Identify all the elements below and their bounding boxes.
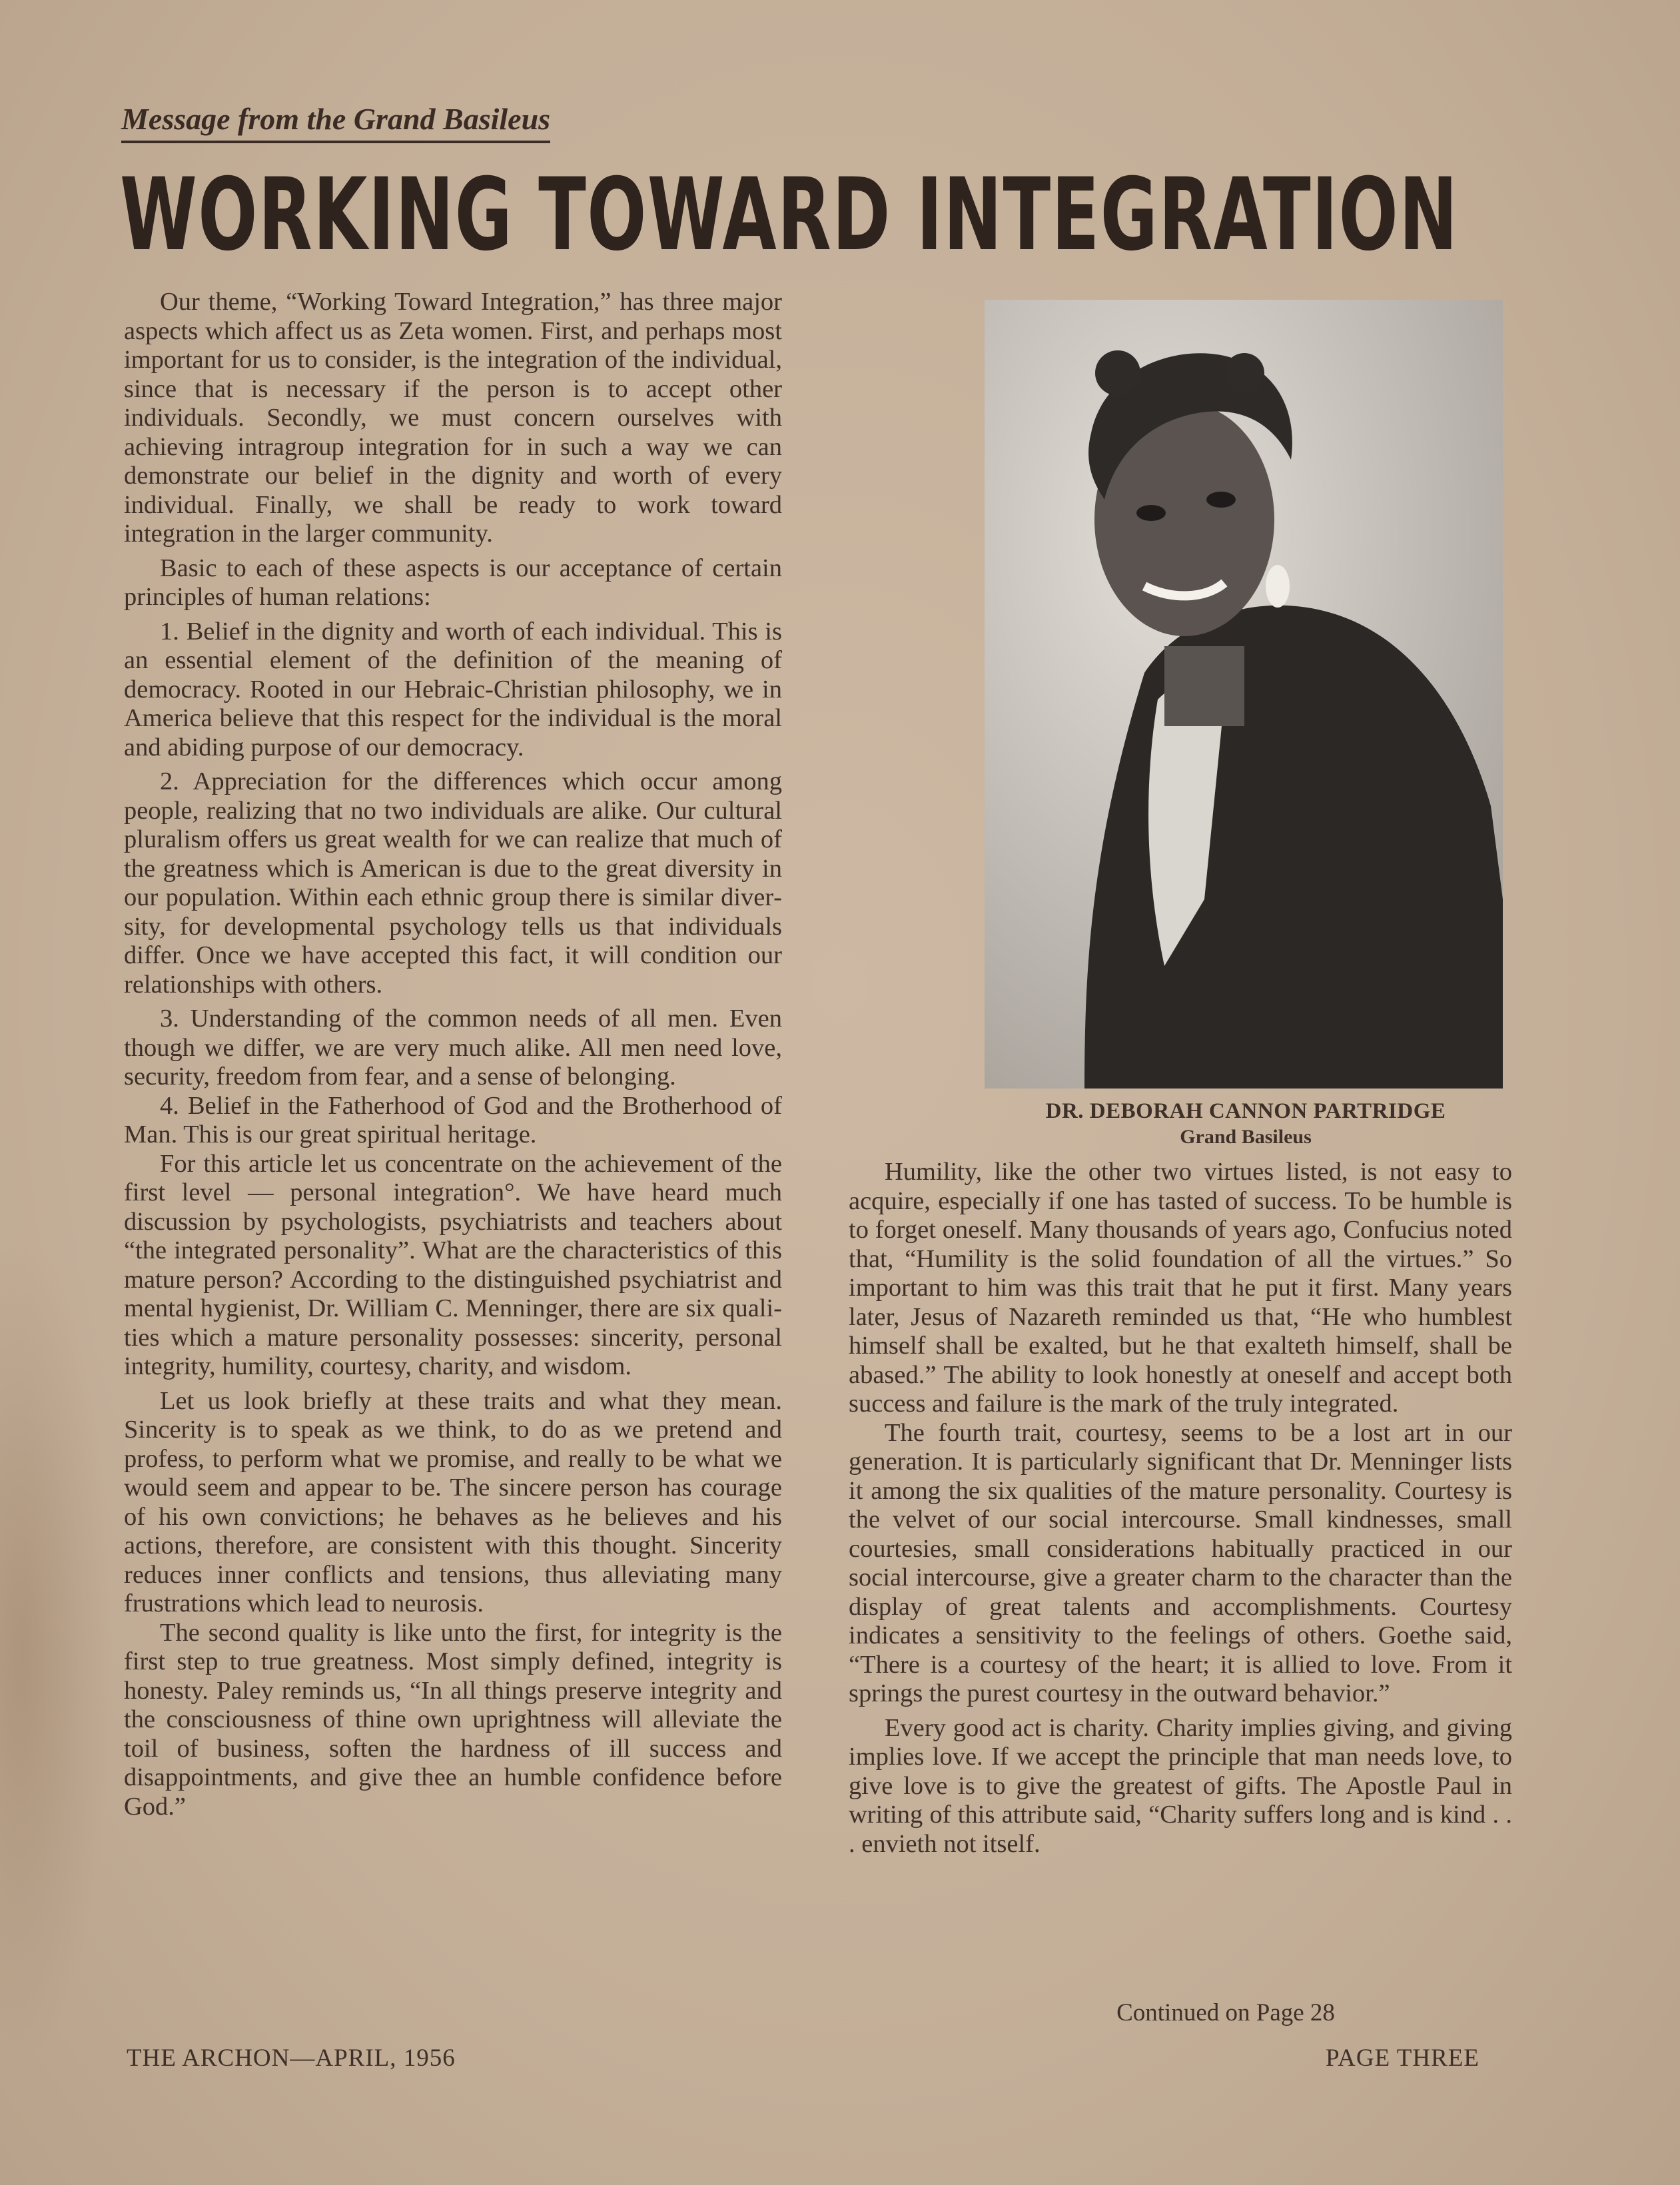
paragraph: Let us look briefly at these traits and what they mean. Sincerity is to speak as we think, to do as we pretend and profess, to perform what we promise, and really to be what we would seem and appear to be. The sincere person has courage of his own convictions; he behaves as he believes and his actions, therefore, are consistent with this thought. Sincerity reduces inner conflicts and tensions, thus alleviating many frustrations which lead to neurosis. [124, 1386, 782, 1617]
paragraph: 4. Belief in the Fatherhood of God and the Brotherhood of Man. This is our great spiritual heritage. [124, 1091, 782, 1148]
continued-note: Continued on Page 28 [1116, 1999, 1335, 2026]
portrait-illustration [985, 300, 1503, 1089]
paragraph: The fourth trait, courtesy, seems to be a lost art in our generation. It is particularly significant that Dr. Menninger lists it among the six qualities of the mature personality. Courtesy is the velvet of our social intercourse. Small kindnesses, small courtesies, small considerations habitually practiced in our social intercourse, give a greater charm to the character than the display of great talents and accomplishments. Courtesy indicates a sensitivity to the feelings of others. Goethe said, “There is a courtesy of the heart; it is allied to love. From it springs the purest courtesy in the outward behavior.” [849, 1418, 1512, 1707]
footer-page-number: PAGE THREE [1326, 2044, 1480, 2072]
paragraph: Basic to each of these aspects is our acceptance of certain principles of human relations: [124, 554, 782, 611]
portrait-photo [985, 300, 1503, 1089]
paragraph: The second quality is like unto the first, for integrity is the first step to true greatness. Most simply defined, integrity is honesty. Paley reminds us, “In all things preserve integrity and the consciousness of thine own uprightness will alleviate the toil of business, soften the hardness of ill success and disappointments, and give thee an humble confidence before God.” [124, 1618, 782, 1821]
footer-publication: THE ARCHON—APRIL, 1956 [127, 2044, 456, 2072]
water-stain [0, 1232, 113, 2065]
paragraph: Every good act is charity. Charity implies giving, and giving implies love. If we accept the principle that man needs love, to give love is to give the greatest of gifts. The Apostle Paul in writing of this attribute said, “Charity suffers long and is kind . . . envieth not itself. [849, 1713, 1512, 1858]
paragraph: For this article let us concentrate on the achievement of the first level — personal integration°. We have heard much discussion by psychologists, psychiatrists and teachers about “the integrated personality”. What are the characteristics of this mature person? According to the distinguished psychiatrist and mental hygienist, Dr. William C. Menninger, there are six qualities which a mature personality possesses: sincerity, personal integrity, humility, courtesy, charity, and wisdom. [124, 1149, 782, 1380]
paragraph: 3. Understanding of the common needs of all men. Even though we differ, we are very much alike. All men need love, security, freedom from fear, and a sense of belonging. [124, 1005, 782, 1091]
left-column [124, 288, 782, 1821]
photo-caption-title: Grand Basileus [1180, 1126, 1312, 1148]
photo-caption-name: DR. DEBORAH CANNON PARTRIDGE [1045, 1099, 1446, 1123]
paragraph: 1. Belief in the dignity and worth of each individual. This is an essential element of the definition of the meaning of democracy. Rooted in our Hebraic-Christian philosophy, we in America believe that this respect for the individual is the moral and abiding purpose of our democracy. [124, 617, 782, 761]
section-kicker: Message from the Grand Basileus [121, 101, 550, 143]
paragraph: Our theme, “Working Toward Integration,” has three major aspects which affect us as Zeta women. First, and perhaps most important for us to consider, is the integration of the individual, since that is necessary if the person is to accept other individuals. Secondly, we must concern ourselves with achieving intragroup integration for in such a way we can demonstrate our belief in the dignity and worth of every individual. Finally, we shall be ready to work toward integration in the larger community. [124, 288, 782, 548]
paragraph: Humility, like the other two virtues listed, is not easy to acquire, especially if one has tasted of success. To be humble is to forget oneself. Many thousands of years ago, Confucius noted that, “Humility is the solid foundation of all the virtues.” So important to him was this trait that he put it first. Many years later, Jesus of Nazareth reminded us that, “He who humblest himself shall be exalted, but he that exalteth himself, shall be abased.” The ability to look honestly at oneself and accept both success and failure is the mark of the truly integrated. [849, 1158, 1512, 1418]
paragraph: 2. Appreciation for the differences which occur among people, realizing that no two individuals are alike. Our cultural pluralism offers us great wealth for we can realize that much of the greatness which is American is due to the great diversity in our population. Within each ethnic group there is similar diversity, for developmental psychology tells us that individuals differ. Once we have accepted this fact, it will condition our relationships with others. [124, 767, 782, 999]
right-column [849, 1158, 1512, 1864]
article-headline: WORKING TOWARD INTEGRATION [120, 157, 1459, 273]
